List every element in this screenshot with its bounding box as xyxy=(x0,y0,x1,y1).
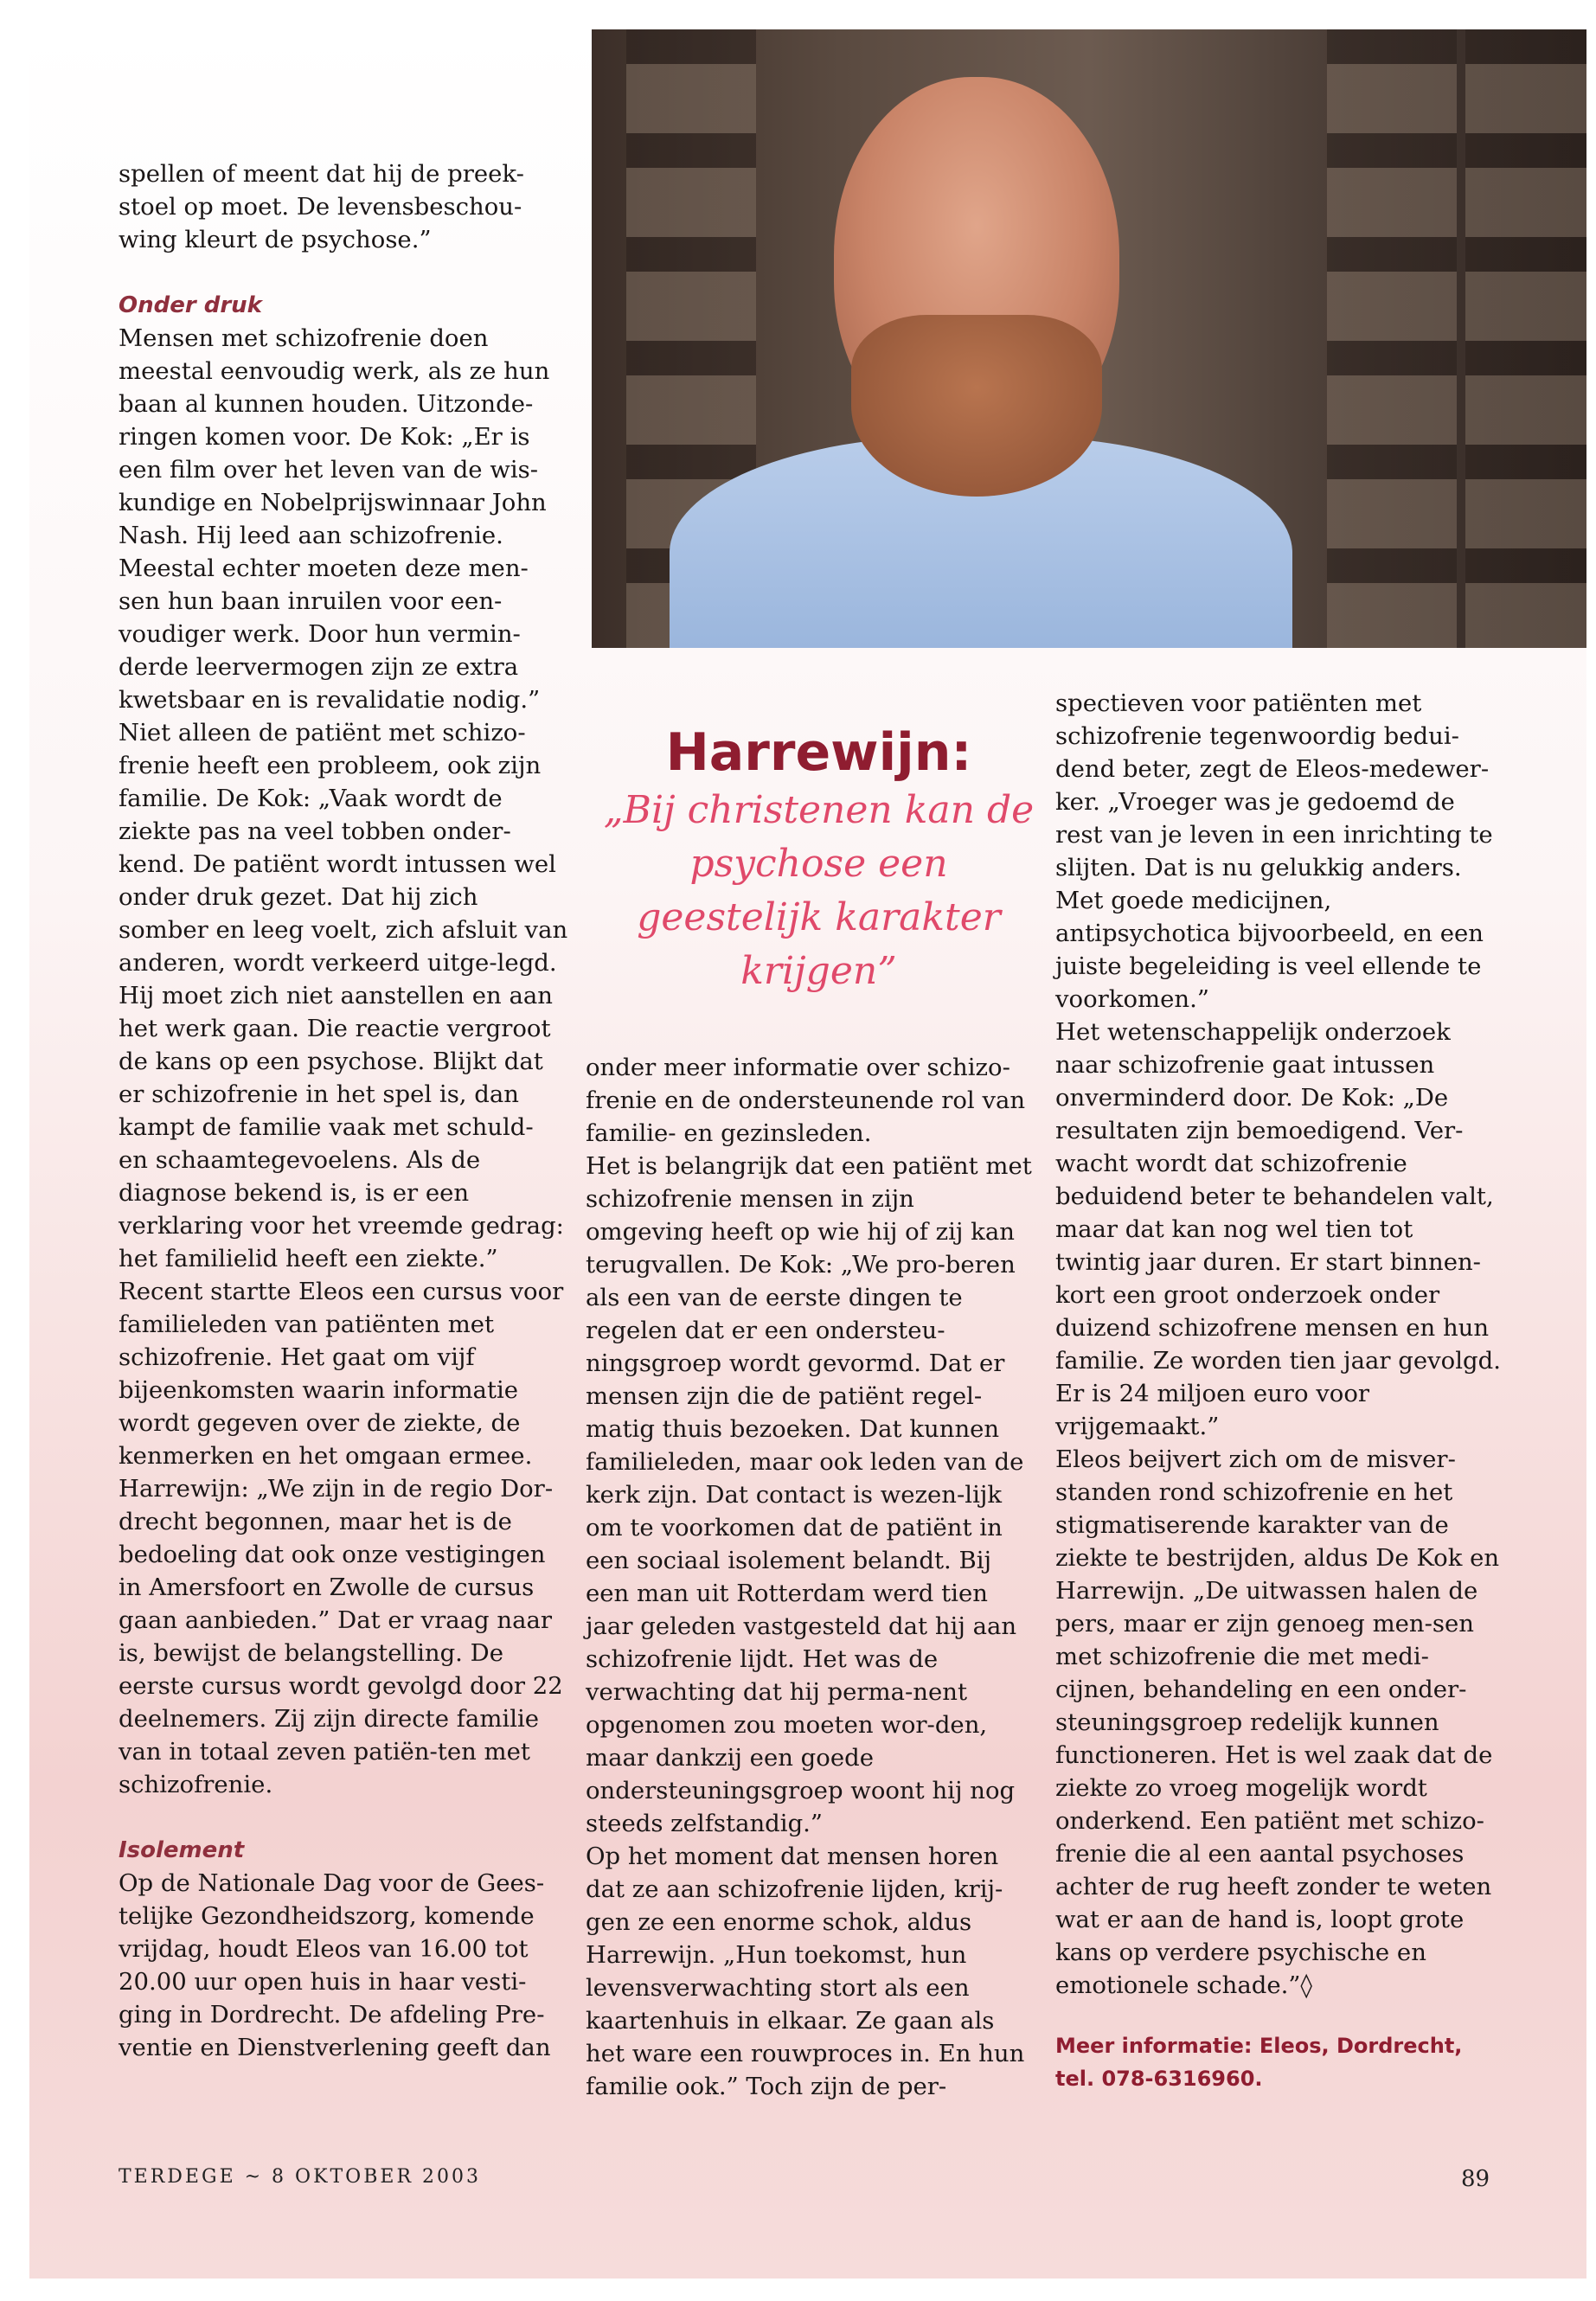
more-info: Meer informatie: Eleos, Dordrecht, tel. 078-6316960. xyxy=(1055,2034,1463,2091)
pull-quote-speaker: Harrewijn: xyxy=(665,722,972,783)
article-column-1 xyxy=(119,157,568,2064)
paragraph: spectieven voor patiënten met schizofrenie tegenwoordig bedui-dend beter, zegt de Eleos-medewer-ker. „Vroeger was je gedoemd de rest van je leven in een inrichting te slijten. Dat is nu gelukkig anders. Met goede medicijnen, antipsychotica bijvoorbeeld, en een juiste begeleiding is veel ellende te voorkomen.” xyxy=(1055,689,1493,1013)
paragraph: Mensen met schizofrenie doen meestal eenvoudig werk, als ze hun baan al kunnen houden. Uitzonde-ringen komen voor. De Kok: „Er is een film over het leven van de wis-kundige en Nobelprijswinnaar John Nash. Hij leed aan schizofrenie. Meestal echter moeten deze men-sen hun baan inruilen voor een-voudiger werk. Door hun vermin-derde leervermogen zijn ze extra kwetsbaar en is revalidatie nodig.” xyxy=(119,324,550,714)
pull-quote xyxy=(592,721,1046,998)
magazine-page xyxy=(29,29,1586,2279)
paragraph: Niet alleen de patiënt met schizo-frenie heeft een probleem, ook zijn familie. De Kok: „Vaak wordt de ziekte pas na veel tobben onder-kend. De patiënt wordt intussen wel onder druk gezet. Dat hij zich somber en leeg voelt, zich afsluit van anderen, wordt verkeerd uitge-legd. Hij moet zich niet aanstellen en aan het werk gaan. Die reactie vergroot de kans op een psychose. Blijkt dat er schizofrenie in het spel is, dan kampt de familie vaak met schuld- en schaamtegevoelens. Als de diagnose bekend is, is er een verklaring voor het vreemde gedrag: het familielid heeft een ziekte.” xyxy=(119,719,568,1272)
paragraph: onder meer informatie over schizo-frenie en de ondersteunende rol van familie- en gezinsleden. xyxy=(586,1054,1026,1147)
article-column-3 xyxy=(1055,687,1505,2095)
paragraph: spellen of meent dat hij de preek-stoel op moet. De levensbeschou-wing kleurt de psychose.” xyxy=(119,160,524,253)
subheading-onder-druk: Onder druk xyxy=(119,292,262,318)
article-column-2 xyxy=(586,1051,1035,2103)
paragraph: Eleos beijvert zich om de misver-standen rond schizofrenie en het stigmatiserende karakter van de ziekte te bestrijden, aldus De Kok en Harrewijn. „De uitwassen halen de pers, maar er zijn genoeg men-sen met schizofrenie die met medi-cijnen, behandeling en een onder-steuningsgroep redelijk kunnen functioneren. Het is wel zaak dat de ziekte zo vroeg mogelijk wordt onderkend. Een patiënt met schizo-frenie die al een aantal psychoses achter de rug heeft zonder te weten wat er aan de hand is, loopt grote kans op verdere psychische en emotionele schade.”◊ xyxy=(1055,1445,1500,1999)
paragraph: Het wetenschappelijk onderzoek naar schizofrenie gaat intussen onverminderd door. De Kok: „De resultaten zijn bemoedigend. Ver-wacht wordt dat schizofrenie beduidend beter te behandelen valt, maar dat kan nog wel tien tot twintig jaar duren. Er start binnen-kort een groot onderzoek onder duizend schizofrene mensen en hun familie. Ze worden tien jaar gevolgd. Er is 24 miljoen euro voor vrijgemaakt.” xyxy=(1055,1018,1501,1440)
pull-quote-text: „Bij christenen kan de psychose een geestelijk karakter krijgen” xyxy=(603,788,1035,993)
building-facade xyxy=(1327,29,1457,648)
paragraph: Op de Nationale Dag voor de Gees-telijke Gezondheidszorg, komende vrijdag, houdt Eleos van 16.00 tot 20.00 uur open huis in haar vesti-ging in Dordrecht. De afdeling Pre-ventie en Dienstverlening geeft dan xyxy=(119,1869,551,2061)
subheading-isolement: Isolement xyxy=(119,1837,245,1863)
portrait-photo xyxy=(592,29,1586,648)
paragraph: Het is belangrijk dat een patiënt met schizofrenie mensen in zijn omgeving heeft op wie hij of zij kan terugvallen. De Kok: „We pro-beren als een van de eerste dingen te regelen dat er een ondersteu-ningsgroep wordt gevormd. Dat er mensen zijn die de patiënt regel-matig thuis bezoeken. Dat kunnen familieleden, maar ook leden van de kerk zijn. Dat contact is wezen-lijk om te voorkomen dat de patiënt in een sociaal isolement belandt. Bij een man uit Rotterdam werd tien jaar geleden vastgesteld dat hij aan schizofrenie lijdt. Het was de verwachting dat hij perma-nent opgenomen zou moeten wor-den, maar dankzij een goede ondersteuningsgroep woont hij nog steeds zelfstandig.” xyxy=(586,1152,1032,1837)
footer-issue: TERDEGE ~ 8 OKTOBER 2003 xyxy=(119,2166,481,2188)
building-facade xyxy=(1465,29,1586,648)
paragraph: Op het moment dat mensen horen dat ze aan schizofrenie lijden, krij-gen ze een enorme schok, aldus Harrewijn. „Hun toekomst, hun levensverwachting stort als een kaartenhuis in elkaar. Ze gaan als het ware een rouwproces in. En hun familie ook.” Toch zijn de per- xyxy=(586,1843,1025,2100)
paragraph: Recent startte Eleos een cursus voor familieleden van patiënten met schizofrenie. Het gaat om vijf bijeenkomsten waarin informatie wordt gegeven over de ziekte, de kenmerken en het omgaan ermee. Harrewijn: „We zijn in de regio Dor-drecht begonnen, maar het is de bedoeling dat ook onze vestigingen in Amersfoort en Zwolle de cursus gaan aanbieden.” Dat er vraag naar is, bewijst de belangstelling. De eerste cursus wordt gevolgd door 22 deelnemers. Zij zijn directe familie van in totaal zeven patiën-ten met schizofrenie. xyxy=(119,1278,564,1798)
page-number: 89 xyxy=(1461,2166,1490,2192)
portrait-beard xyxy=(851,315,1102,497)
